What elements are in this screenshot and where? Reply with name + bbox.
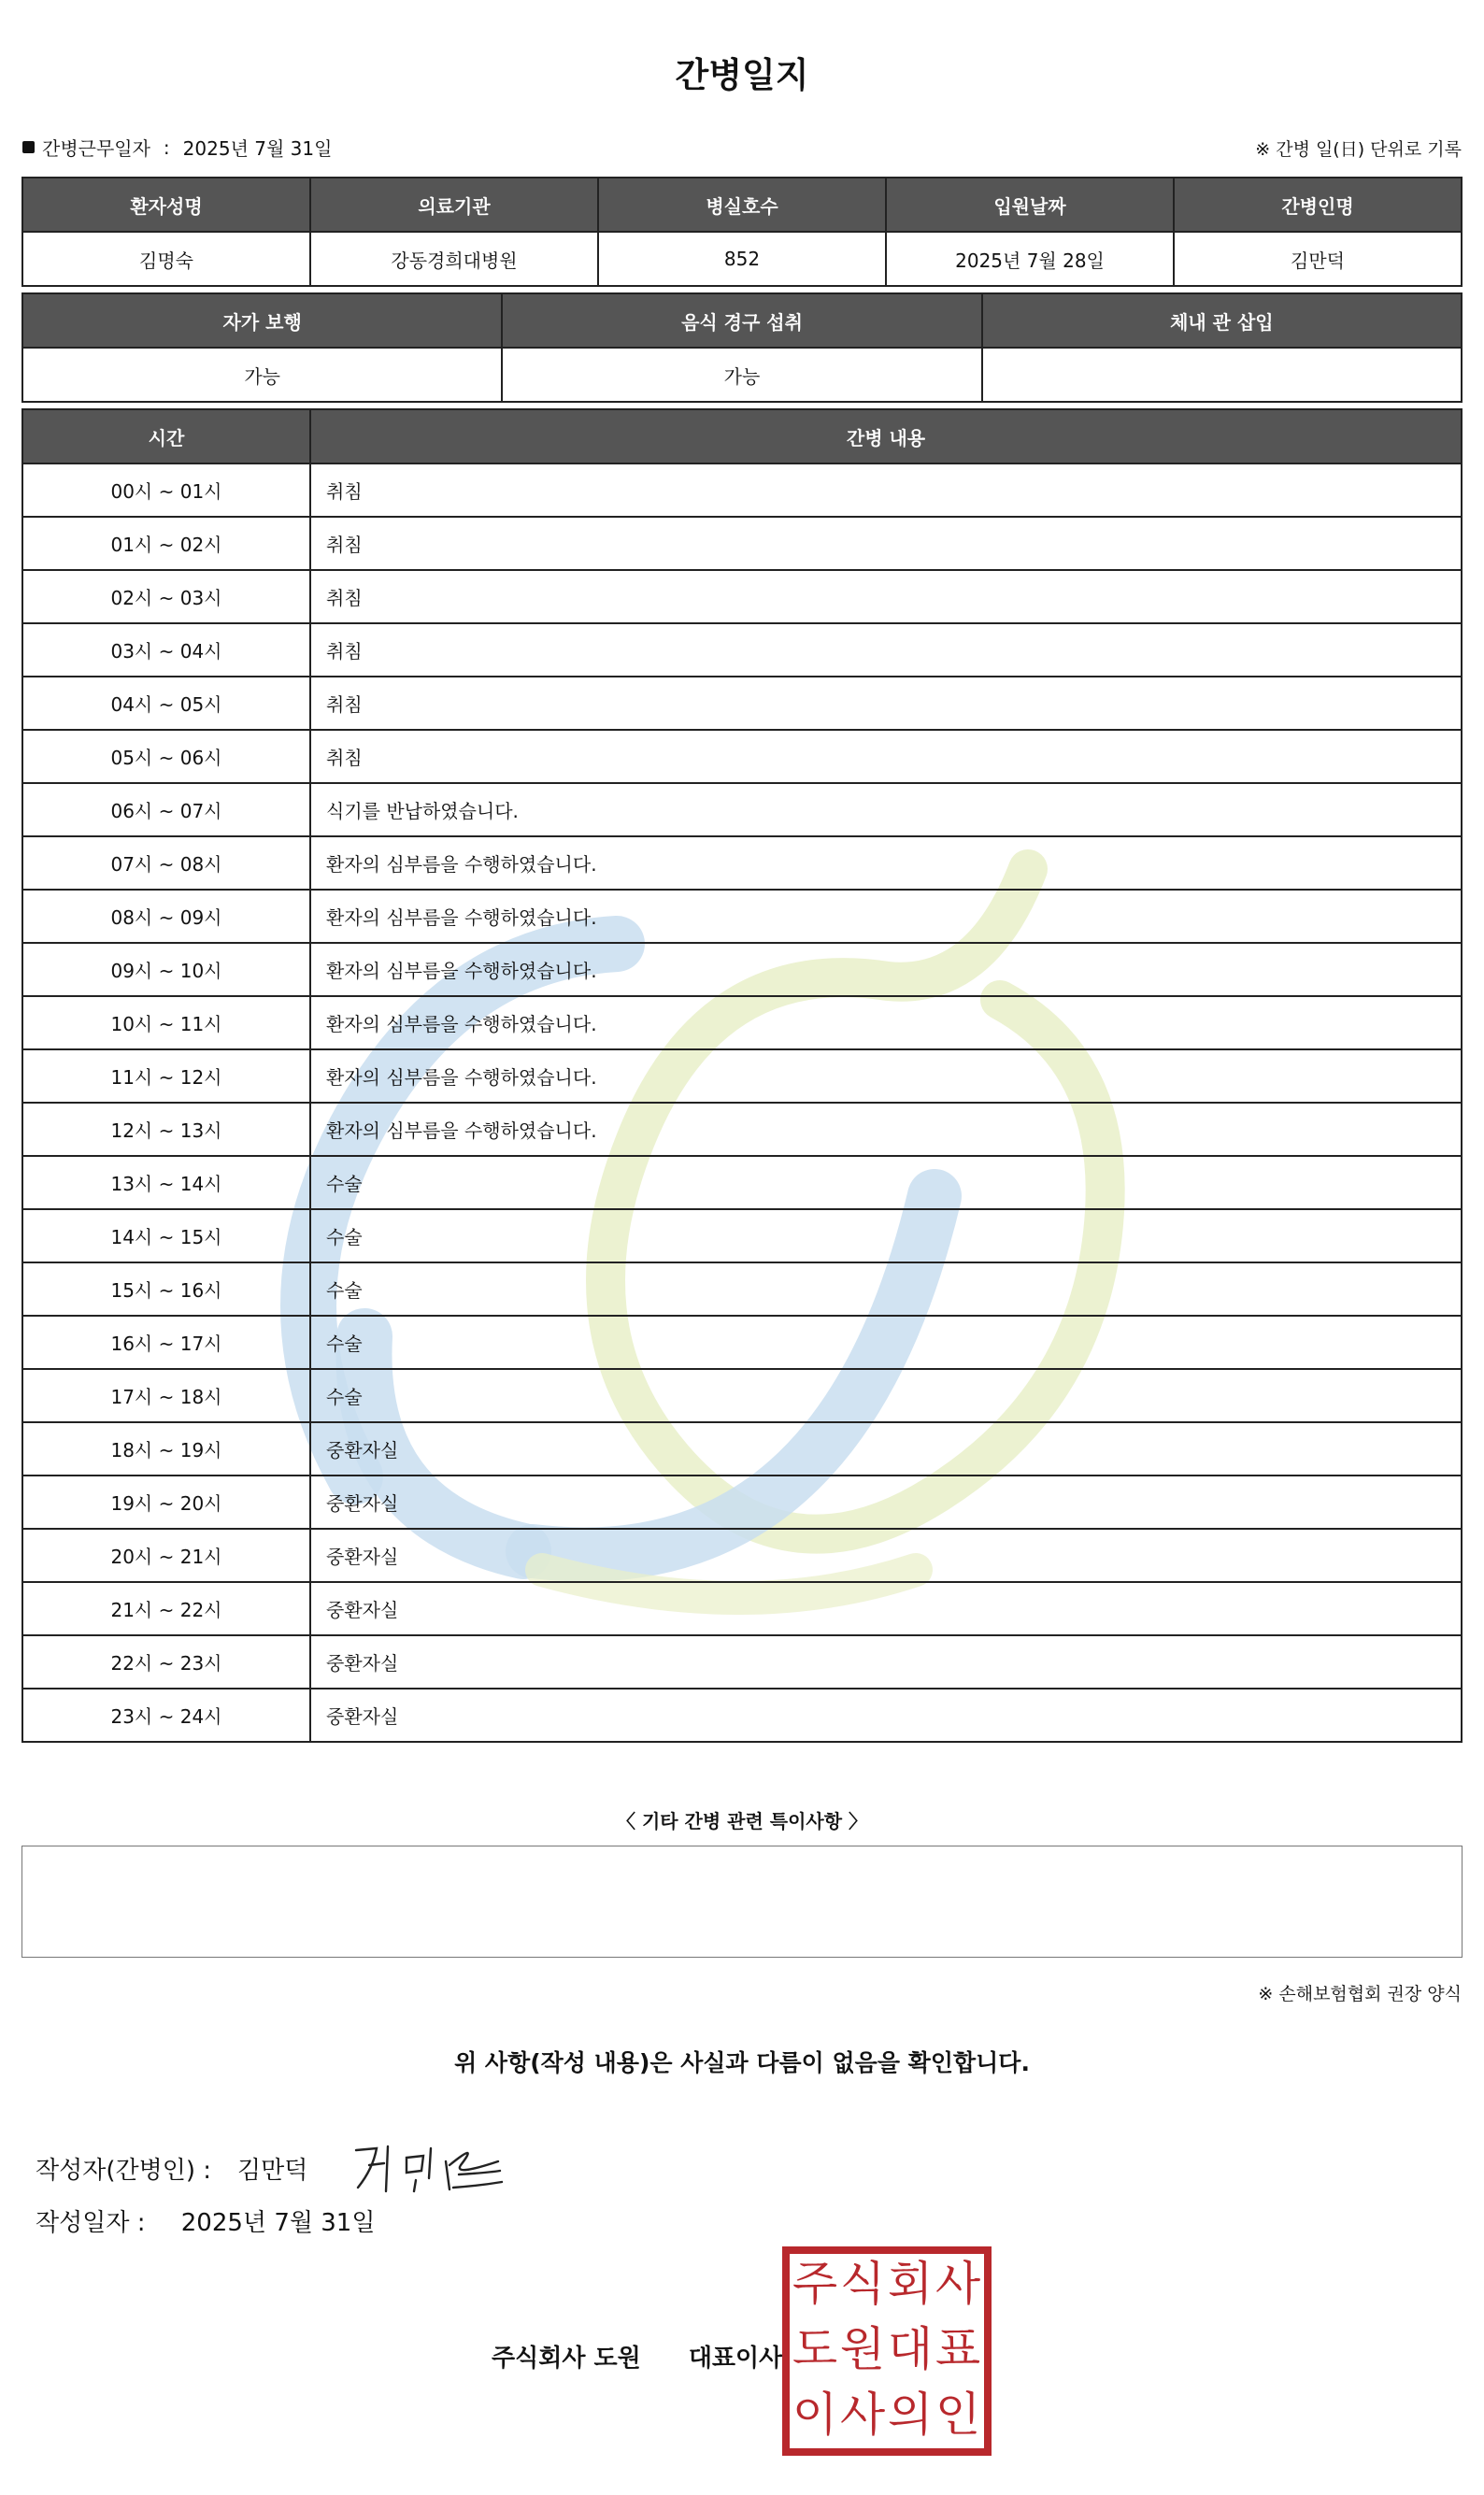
patient-info-value-row: [22, 232, 1462, 286]
care-log-time: 14시 ~ 15시: [22, 1209, 310, 1262]
care-log-row: [22, 943, 1462, 996]
care-log-time: 21시 ~ 22시: [22, 1582, 310, 1635]
care-log-time: 18시 ~ 19시: [22, 1422, 310, 1476]
seal-character: 도: [792, 2322, 838, 2376]
care-log-row: [22, 1529, 1462, 1582]
care-log-time: 09시 ~ 10시: [22, 943, 310, 996]
written-date-row: [36, 2203, 375, 2238]
care-log-content: 수술: [310, 1369, 1462, 1422]
patient-info-table: [21, 177, 1463, 287]
care-log-time: 15시 ~ 16시: [22, 1262, 310, 1316]
care-log-content: 환자의 심부름을 수행하였습니다.: [310, 890, 1462, 943]
care-log-time-header: 시간: [22, 409, 310, 463]
care-log-time: 17시 ~ 18시: [22, 1369, 310, 1422]
care-log-row: [22, 1316, 1462, 1369]
care-log-time: 01시 ~ 02시: [22, 517, 310, 570]
special-notes-box[interactable]: [21, 1846, 1463, 1958]
care-log-content-header: 간병 내용: [310, 409, 1462, 463]
seal-character: 표: [935, 2322, 981, 2376]
care-log-content: 중환자실: [310, 1476, 1462, 1529]
patient-info-header-0: 환자성명: [22, 178, 310, 232]
care-log-row: [22, 570, 1462, 623]
work-date-label: 간병근무일자: [42, 137, 150, 160]
care-log-row: [22, 1209, 1462, 1262]
record-note: ※ 간병 일(日) 단위로 기록: [1255, 139, 1462, 160]
care-log-row: [22, 517, 1462, 570]
care-log-row: [22, 1103, 1462, 1156]
seal-character: 인: [935, 2388, 981, 2442]
ability-header-1: 음식 경구 섭취: [502, 293, 981, 348]
care-log-row: [22, 1262, 1462, 1316]
page-title: 간병일지: [675, 55, 809, 95]
care-log-content: 중환자실: [310, 1529, 1462, 1582]
company-name: 주식회사 도원: [492, 2345, 641, 2373]
writer-row: [36, 2137, 507, 2199]
care-log-time: 08시 ~ 09시: [22, 890, 310, 943]
care-log-row: [22, 623, 1462, 677]
care-log-content: 취침: [310, 570, 1462, 623]
care-log-row: [22, 730, 1462, 783]
company-title: 대표이사: [688, 2345, 783, 2373]
seal-character: 사: [839, 2388, 886, 2442]
care-log-content: 환자의 심부름을 수행하였습니다.: [310, 996, 1462, 1049]
seal-character: 주: [792, 2257, 838, 2311]
patient-info-header-3: 입원날짜: [886, 178, 1174, 232]
ability-header-0: 자가 보행: [22, 293, 502, 348]
confirmation-statement: 위 사항(작성 내용)은 사실과 다름이 없음을 확인합니다.: [454, 2049, 1030, 2076]
care-log-content: 수술: [310, 1316, 1462, 1369]
seal-character: 이: [792, 2388, 838, 2442]
ability-value-row: [22, 348, 1462, 402]
care-log-time: 22시 ~ 23시: [22, 1635, 310, 1689]
work-date-row: [22, 134, 332, 161]
seal-character: 원: [839, 2322, 886, 2376]
care-log-time: 11시 ~ 12시: [22, 1049, 310, 1103]
care-log-time: 05시 ~ 06시: [22, 730, 310, 783]
care-log-row: [22, 996, 1462, 1049]
care-log-time: 20시 ~ 21시: [22, 1529, 310, 1582]
care-log-time: 10시 ~ 11시: [22, 996, 310, 1049]
written-date-value: 2025년 7월 31일: [180, 2209, 376, 2237]
care-log-content: 식기를 반납하였습니다.: [310, 783, 1462, 836]
patient-info-value-3: 2025년 7월 28일: [886, 232, 1174, 286]
patient-info-value-4: 김만덕: [1174, 232, 1462, 286]
care-log-time: 19시 ~ 20시: [22, 1476, 310, 1529]
care-log-time: 12시 ~ 13시: [22, 1103, 310, 1156]
care-log-time: 00시 ~ 01시: [22, 463, 310, 517]
care-log-content: 수술: [310, 1262, 1462, 1316]
care-log-row: [22, 463, 1462, 517]
work-date-separator: :: [163, 135, 170, 159]
company-seal-stamp: [781, 2246, 992, 2457]
care-log-row: [22, 1582, 1462, 1635]
care-log-content: 환자의 심부름을 수행하였습니다.: [310, 836, 1462, 890]
writer-label: 작성자(간병인) :: [36, 2156, 212, 2185]
ability-header-2: 체내 관 삽입: [982, 293, 1462, 348]
care-log-content: 중환자실: [310, 1422, 1462, 1476]
handwritten-signature: [349, 2137, 507, 2199]
ability-value-2: [982, 348, 1462, 402]
care-log-row: [22, 677, 1462, 730]
care-log-content: 환자의 심부름을 수행하였습니다.: [310, 943, 1462, 996]
patient-info-header-2: 병실호수: [598, 178, 886, 232]
care-log-content: 중환자실: [310, 1635, 1462, 1689]
care-log-content: 수술: [310, 1156, 1462, 1209]
ability-value-0: 가능: [22, 348, 502, 402]
ability-header-row: [22, 293, 1462, 348]
special-notes-title: 〈 기타 간병 관련 특이사항 〉: [616, 1810, 867, 1832]
seal-character: 대: [887, 2322, 934, 2376]
written-date-label: 작성일자 :: [36, 2209, 146, 2237]
care-log-row: [22, 890, 1462, 943]
care-log-content: 환자의 심부름을 수행하였습니다.: [310, 1103, 1462, 1156]
care-log-header-row: [22, 409, 1462, 463]
seal-character: 식: [839, 2257, 886, 2311]
care-log-row: [22, 1049, 1462, 1103]
care-log-time: 03시 ~ 04시: [22, 623, 310, 677]
care-log-time: 16시 ~ 17시: [22, 1316, 310, 1369]
care-log-row: [22, 1369, 1462, 1422]
care-log-content: 취침: [310, 463, 1462, 517]
care-log-row: [22, 1476, 1462, 1529]
care-log-row: [22, 783, 1462, 836]
patient-info-value-2: 852: [598, 232, 886, 286]
writer-name: 김만덕: [237, 2156, 308, 2185]
patient-info-value-1: 강동경희대병원: [310, 232, 598, 286]
care-log-content: 취침: [310, 623, 1462, 677]
ability-value-1: 가능: [502, 348, 981, 402]
care-log-content: 환자의 심부름을 수행하였습니다.: [310, 1049, 1462, 1103]
care-log-row: [22, 1689, 1462, 1742]
seal-character: 사: [935, 2257, 981, 2311]
care-log-content: 취침: [310, 730, 1462, 783]
seal-character: 회: [887, 2257, 934, 2311]
care-log-time: 06시 ~ 07시: [22, 783, 310, 836]
patient-info-value-0: 김명숙: [22, 232, 310, 286]
care-log-content: 수술: [310, 1209, 1462, 1262]
work-date-value: 2025년 7월 31일: [182, 137, 333, 160]
company-row: [492, 2339, 782, 2374]
patient-info-header-4: 간병인명: [1174, 178, 1462, 232]
care-log-time: 04시 ~ 05시: [22, 677, 310, 730]
care-log-row: [22, 1156, 1462, 1209]
ability-table: [21, 292, 1463, 403]
care-log-row: [22, 836, 1462, 890]
form-source-note: ※ 손해보험협회 권장 양식: [1258, 1984, 1462, 2004]
patient-info-header-1: 의료기관: [310, 178, 598, 232]
care-log-time: 23시 ~ 24시: [22, 1689, 310, 1742]
care-log-content: 중환자실: [310, 1582, 1462, 1635]
care-log-table: [21, 408, 1463, 1743]
care-log-content: 취침: [310, 517, 1462, 570]
care-log-time: 07시 ~ 08시: [22, 836, 310, 890]
care-log-time: 13시 ~ 14시: [22, 1156, 310, 1209]
seal-character: 의: [887, 2388, 934, 2442]
care-log-row: [22, 1422, 1462, 1476]
care-log-time: 02시 ~ 03시: [22, 570, 310, 623]
care-log-content: 취침: [310, 677, 1462, 730]
patient-info-header-row: [22, 178, 1462, 232]
bullet-icon: [22, 141, 35, 153]
care-log-content: 중환자실: [310, 1689, 1462, 1742]
care-log-row: [22, 1635, 1462, 1689]
